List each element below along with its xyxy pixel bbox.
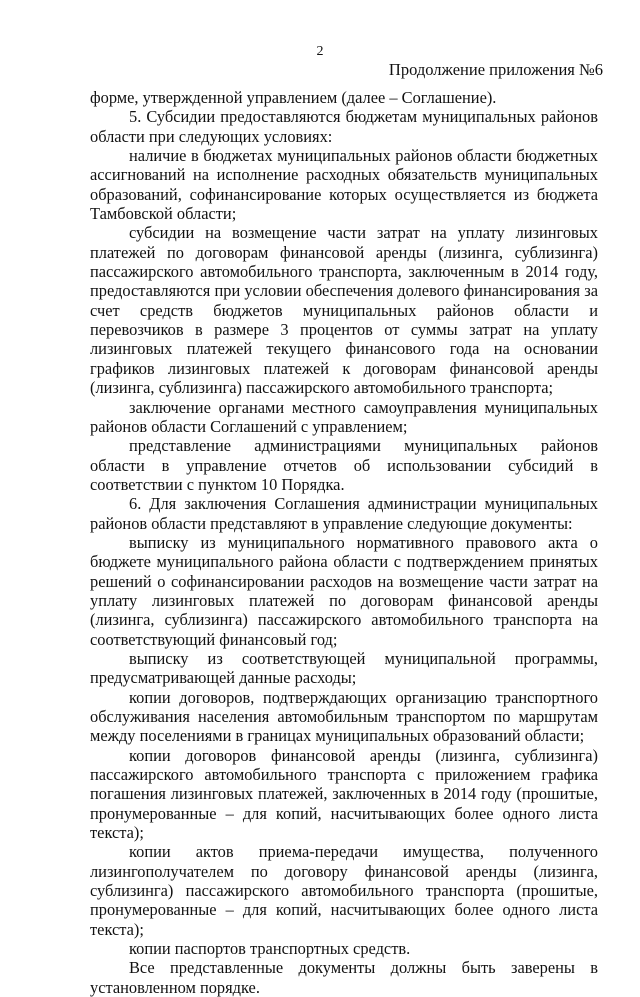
paragraph: копии паспортов транспортных средств.	[129, 939, 411, 959]
paragraph: копии актов приема-передачи имущества, полученного лизингополучателем по договору финансовой аренды (лизинга, сублизинга) пассажирского автомобильного транспорта (прошитые, пронумерованные – для копий, насчитывающих более одного листа текста);	[90, 842, 598, 939]
paragraph: выписку из муниципального нормативного правового акта о бюджете муниципального района области с подтверждением принятых решений о софинансировании расходов на возмещение части затрат на уплату лизинговых платежей по договорам финансовой аренды (лизинга, сублизинга) пассажирского автомобильного транспорта на соответствующий финансовый год;	[90, 532, 598, 649]
paragraph: 5. Субсидии предоставляются бюджетам муниципальных районов области при следующих условиях:	[90, 107, 598, 146]
paragraph: 6. Для заключения Соглашения администрации муниципальных районов области представляют в управление следующие документы:	[90, 494, 598, 533]
paragraph: копии договоров финансовой аренды (лизинга, сублизинга) пассажирского автомобильного транспорта с приложением графика погашения лизинговых платежей, заключенных в 2014 году (прошитые, пронумерованные – для копий, насчитывающих более одного листа текста);	[90, 745, 598, 843]
page-number: 2	[316, 44, 324, 59]
paragraph: выписку из соответствующей муниципальной программы, предусматривающей данные расходы;	[90, 648, 598, 688]
paragraph: представление администрациями муниципальных районов области в управление отчетов об использовании субсидий в соответствии с пунктом 10 Порядка.	[90, 436, 598, 494]
paragraph: субсидии на возмещение части затрат на уплату лизинговых платежей по договорам финансовой аренды (лизинга, сублизинга) пассажирского автомобильного транспорта, заключенным в 2014 году, предоставляются при условии обеспечения долевого финансирования за счет средств бюджетов муниципальных районов области и перевозчиков в размере 3 процентов от суммы затрат на уплату лизинговых платежей текущего финансового года на основании графиков лизинговых платежей к договорам финансовой аренды (лизинга, сублизинга) пассажирского автомобильного транспорта;	[90, 223, 598, 398]
document-body	[90, 88, 598, 997]
appendix-title: Продолжение приложения №6	[388, 60, 603, 79]
paragraph: копии договоров, подтверждающих организацию транспортного обслуживания населения автомобильным транспортом по маршрутам между поселениями в границах муниципальных образований области;	[90, 687, 598, 746]
paragraph: Все представленные документы должны быть заверены в установленном порядке.	[90, 958, 598, 997]
paragraph: форме, утвержденной управлением (далее – Соглашение).	[90, 88, 497, 107]
paragraph: заключение органами местного самоуправления муниципальных районов области Соглашений с управлением;	[90, 397, 598, 436]
paragraph: наличие в бюджетах муниципальных районов области бюджетных ассигнований на исполнение расходных обязательств муниципальных образований, софинансирование которых осуществляется из бюджета Тамбовской области;	[90, 146, 598, 224]
